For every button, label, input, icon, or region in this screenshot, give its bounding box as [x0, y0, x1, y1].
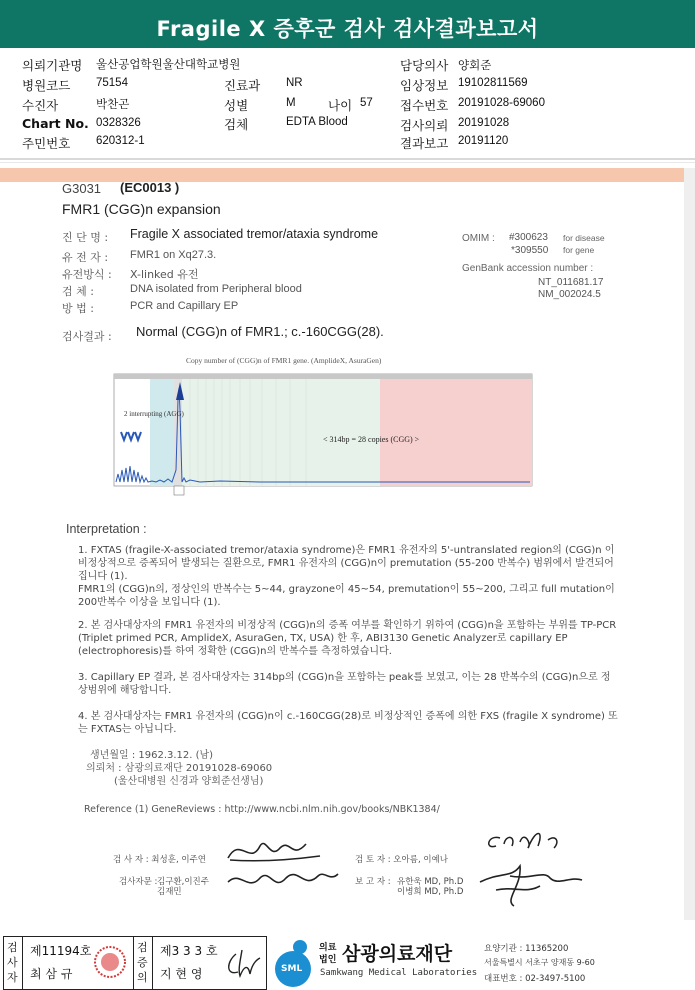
patient-value: 박찬곤	[96, 97, 130, 111]
result-value: Normal (CGG)n of FMR1.; c.-160CGG(28).	[136, 324, 384, 339]
report-edge-shadow	[684, 168, 695, 920]
rrn-value: 620312-1	[96, 135, 145, 147]
interp-para-1b: FMR1의 (CGG)n의, 정상인의 반복수는 5~44, grayzone이 45~54, premutation이 55~200, 그리고 full mutation이 200반복수 이상을 보입니다 (1).	[78, 584, 615, 608]
test-name: FMR1 (CGG)n expansion	[62, 201, 221, 217]
rrn-label: 주민번호	[22, 136, 71, 151]
tester-vert-2: 사	[7, 956, 18, 969]
electropherogram-figure	[100, 370, 540, 500]
org-small-2: 법인	[319, 955, 337, 965]
handwritten-signatures-right	[470, 820, 590, 910]
certifier-signature	[222, 946, 262, 980]
footer	[0, 936, 695, 990]
dx-value: Fragile X associated tremor/ataxia syndrome	[130, 227, 379, 241]
institution-label: 의뢰기관명	[22, 58, 83, 73]
gene-label: 유 전 자 :	[62, 251, 109, 264]
handwritten-signatures-left	[220, 826, 350, 898]
dept-label: 진료과	[224, 78, 261, 93]
certifier-vert-1: 검	[137, 941, 148, 954]
referrer-detail: (울산대병원 신경과 양회준선생님)	[114, 776, 264, 787]
referrer: 의뢰처 : 삼광의료재단 20191028-69060	[86, 763, 273, 774]
genbank-label: GenBank accession number :	[462, 263, 594, 274]
figure-caption: Copy number of (CGG)n of FMR1 gene. (AmplideX, AsuraGen)	[186, 356, 382, 365]
request-label: 검사의뢰	[400, 118, 449, 133]
interp-para-3: 3. Capillary EP 결과, 본 검사대상자는 314bp의 (CGG)n을 포함하는 peak를 보였고, 이는 28 반복수의 (CGG)n으로 정상범위에 해당합니다.	[78, 672, 611, 696]
peak-label-box	[174, 486, 184, 495]
clinical-label: 임상정보	[400, 78, 449, 93]
doctor-value: 양회준	[458, 58, 492, 72]
header-divider-thin	[0, 162, 695, 163]
age-label: 나이	[328, 98, 353, 113]
hospital-code-value: 75154	[96, 77, 128, 89]
hospital-code-label: 병원코드	[22, 78, 71, 93]
figure-peak-note: < 314bp = 28 copies (CGG) >	[323, 435, 420, 444]
dept-value: NR	[286, 77, 303, 89]
spec-label: 검 체 :	[62, 285, 94, 298]
interp-para-1: 1. FXTAS (fragile-X-associated tremor/ataxia syndrome)은 FMR1 유전자의 5'-untranslated region의 (CGG)n 이 비정상적으로 증폭되어 발생되는 질환으로, FMR1 유전자의 (CGG)n이 premutation (55-200 반복수) 범위에서 발견되어집니다 (1).	[78, 545, 615, 582]
certifier-name: 지 현 영	[160, 967, 203, 981]
spec-value: DNA isolated from Peripheral blood	[130, 283, 302, 295]
inherit-label: 유전방식 :	[62, 268, 112, 281]
sig-advisor-2: 김재민	[157, 887, 182, 897]
patient-label: 수진자	[22, 98, 59, 113]
dx-label: 진 단 명 :	[62, 231, 109, 244]
interpretation-title: Interpretation :	[66, 522, 147, 536]
org-code: 요양기관 : 11365200	[484, 944, 569, 954]
org-name-en: Samkwang Medical Laboratories	[320, 968, 478, 978]
org-address: 서울특별시 서초구 양재동 9-60	[484, 958, 595, 967]
report-label: 결과보고	[400, 136, 449, 151]
result-label: 검사결과 :	[62, 330, 112, 343]
genbank-nt: NT_011681.17	[538, 277, 604, 288]
tester-license: 제11194호	[30, 944, 92, 958]
omim-disease-note: for disease	[563, 233, 605, 243]
plot-top-bar	[114, 374, 532, 379]
tester-vert-1: 검	[7, 941, 18, 954]
genbank-nm: NM_002024.5	[538, 289, 601, 300]
chart-value: 0328326	[96, 117, 141, 129]
specimen-value: EDTA Blood	[286, 116, 348, 128]
sig-reviewer: 검 토 자 : 오아름, 이예나	[355, 855, 448, 865]
tester-name: 최 삼 규	[30, 967, 73, 981]
pink-region	[380, 379, 532, 486]
omim-gene: *309550	[511, 245, 549, 256]
cyan-region	[150, 379, 174, 486]
org-name: 삼광의료재단	[342, 943, 453, 965]
figure-interrupt-note: 2 interrupting (AGG)	[124, 410, 184, 418]
sex-label: 성별	[224, 98, 249, 113]
test-code-alt: (EC0013 )	[120, 180, 180, 195]
header-divider	[0, 158, 695, 160]
tester-vert-3: 자	[7, 971, 18, 984]
sex-value: M	[286, 97, 296, 109]
reference: Reference (1) GeneReviews : http://www.ncbi.nlm.nih.gov/books/NBK1384/	[84, 804, 440, 815]
omim-label: OMIM :	[462, 233, 495, 244]
interp-para-4: 4. 본 검사대상자는 FMR1 유전자의 (CGG)n이 c.-160CGG(28)로 비정상적인 증폭에 의한 FXS (fragile X syndrome) 또는 FXTAS는 아닙니다.	[78, 711, 618, 735]
age-value: 57	[360, 97, 373, 109]
red-seal	[92, 944, 128, 980]
sig-reporter-2: 이병희 MD, Ph.D	[397, 887, 464, 897]
certifier-vert-3: 의	[137, 971, 148, 984]
receipt-label: 접수번호	[400, 98, 449, 113]
omim-disease: #300623	[509, 232, 548, 243]
clinical-value: 19102811569	[458, 77, 528, 89]
gene-value: FMR1 on Xq27.3.	[130, 249, 217, 261]
chart-label: Chart No.	[22, 116, 89, 131]
sml-logo-text: SML	[281, 964, 303, 974]
method-label: 방 법 :	[62, 302, 94, 315]
institution-value: 울산공업학원울산대학교병원	[96, 57, 241, 71]
sig-reporter: 유한욱 MD, Ph.D	[397, 877, 464, 887]
sig-reporter-label: 보 고 자 :	[355, 877, 391, 887]
specimen-label: 검체	[224, 117, 249, 132]
request-value: 20191028	[458, 117, 510, 129]
report-title: Fragile X 증후군 검사 검사결과보고서	[0, 0, 695, 48]
org-phone: 대표번호 : 02-3497-5100	[484, 974, 586, 984]
birth-date: 생년월일 : 1962.3.12. (남)	[90, 750, 214, 761]
sig-advisor: 김구환,이진주	[157, 877, 209, 887]
certifier-license: 제3 3 3 호	[160, 944, 218, 958]
sig-advisor-label: 검사자문 :	[119, 877, 158, 887]
doctor-label: 담당의사	[400, 58, 449, 73]
test-code: G3031	[62, 181, 102, 196]
sml-logo-icon	[270, 938, 316, 988]
method-value: PCR and Capillary EP	[130, 300, 239, 312]
omim-gene-note: for gene	[563, 245, 595, 255]
org-small-1: 의료	[319, 943, 337, 953]
green-region	[182, 379, 380, 486]
report-value: 20191120	[458, 135, 509, 147]
receipt-value: 20191028-69060	[458, 97, 545, 109]
certifier-vert-2: 증	[137, 956, 148, 969]
sig-tester: 검 사 자 : 최성훈, 이주연	[113, 855, 206, 865]
interp-para-2: 2. 본 검사대상자의 FMR1 유전자의 비정상적 (CGG)n의 증폭 여부를 확인하기 위하여 (CGG)n을 포함하는 부위를 TP-PCR (Triplet primed PCR, AmplideX, AsuraGen, TX, USA) 한 후, ABI3130 Genetic Analyzer로 capillary EP (electrophoresis)를 하여 정확한 (CGG)n의 반복수를 측정하였습니다.	[78, 620, 617, 657]
inherit-value: X-linked 유전	[130, 268, 199, 281]
